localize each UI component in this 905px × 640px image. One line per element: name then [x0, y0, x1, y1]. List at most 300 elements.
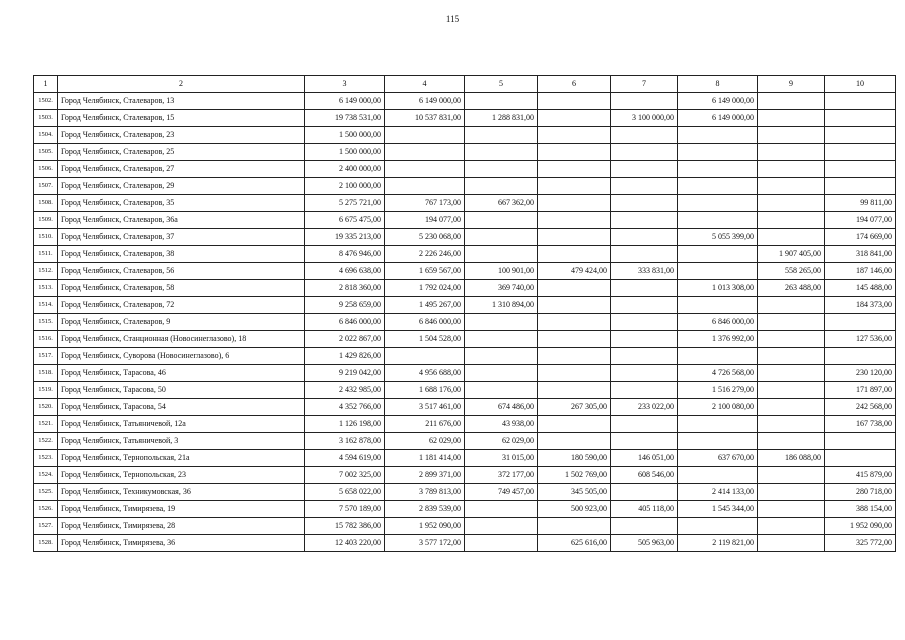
value-cell [385, 161, 465, 178]
value-cell: 1 688 176,00 [385, 382, 465, 399]
value-cell: 1 545 344,00 [678, 501, 758, 518]
value-cell [758, 212, 825, 229]
value-cell: 2 400 000,00 [305, 161, 385, 178]
value-cell: 99 811,00 [825, 195, 896, 212]
value-cell [611, 178, 678, 195]
address-cell: Город Челябинск, Суворова (Новосинеглазово), 6 [58, 348, 305, 365]
value-cell [465, 314, 538, 331]
table-row [34, 178, 896, 195]
value-cell [678, 144, 758, 161]
address-cell: Город Челябинск, Станционная (Новосинеглазово), 18 [58, 331, 305, 348]
value-cell [465, 246, 538, 263]
value-cell [678, 212, 758, 229]
value-cell: 9 219 042,00 [305, 365, 385, 382]
table-row [34, 93, 896, 110]
value-cell: 6 846 000,00 [305, 314, 385, 331]
value-cell [538, 161, 611, 178]
value-cell [678, 348, 758, 365]
value-cell: 667 362,00 [465, 195, 538, 212]
value-cell [678, 246, 758, 263]
column-header: 1 [34, 76, 58, 93]
value-cell: 1 376 992,00 [678, 331, 758, 348]
value-cell [825, 161, 896, 178]
value-cell [758, 331, 825, 348]
value-cell [538, 93, 611, 110]
value-cell [678, 195, 758, 212]
value-cell [611, 416, 678, 433]
value-cell: 1 495 267,00 [385, 297, 465, 314]
value-cell: 5 055 399,00 [678, 229, 758, 246]
column-header: 4 [385, 76, 465, 93]
table-row [34, 382, 896, 399]
value-cell: 2 818 360,00 [305, 280, 385, 297]
data-table [33, 75, 896, 552]
row-number: 1524. [34, 467, 58, 484]
row-number: 1509. [34, 212, 58, 229]
table-row [34, 535, 896, 552]
value-cell: 1 504 528,00 [385, 331, 465, 348]
value-cell [465, 127, 538, 144]
value-cell [611, 518, 678, 535]
value-cell: 280 718,00 [825, 484, 896, 501]
table-row [34, 467, 896, 484]
value-cell: 2 839 539,00 [385, 501, 465, 518]
value-cell [758, 416, 825, 433]
value-cell: 4 956 688,00 [385, 365, 465, 382]
address-cell: Город Челябинск, Тарасова, 46 [58, 365, 305, 382]
value-cell: 127 536,00 [825, 331, 896, 348]
value-cell [465, 518, 538, 535]
row-number: 1507. [34, 178, 58, 195]
address-cell: Город Челябинск, Сталеваров, 15 [58, 110, 305, 127]
value-cell [385, 144, 465, 161]
address-cell: Город Челябинск, Тимирязева, 19 [58, 501, 305, 518]
value-cell: 230 120,00 [825, 365, 896, 382]
table-row [34, 484, 896, 501]
row-number: 1503. [34, 110, 58, 127]
address-cell: Город Челябинск, Сталеваров, 38 [58, 246, 305, 263]
value-cell: 12 403 220,00 [305, 535, 385, 552]
value-cell [758, 535, 825, 552]
value-cell [678, 127, 758, 144]
value-cell: 749 457,00 [465, 484, 538, 501]
value-cell [465, 229, 538, 246]
value-cell [465, 501, 538, 518]
value-cell: 2 119 821,00 [678, 535, 758, 552]
row-number: 1515. [34, 314, 58, 331]
value-cell: 767 173,00 [385, 195, 465, 212]
value-cell [678, 178, 758, 195]
address-cell: Город Челябинск, Татьяничевой, 3 [58, 433, 305, 450]
value-cell [611, 297, 678, 314]
table-row [34, 450, 896, 467]
value-cell [758, 501, 825, 518]
table-row [34, 212, 896, 229]
value-cell: 5 230 068,00 [385, 229, 465, 246]
value-cell: 625 616,00 [538, 535, 611, 552]
value-cell: 4 352 766,00 [305, 399, 385, 416]
value-cell [538, 110, 611, 127]
value-cell [611, 484, 678, 501]
value-cell: 100 901,00 [465, 263, 538, 280]
address-cell: Город Челябинск, Сталеваров, 72 [58, 297, 305, 314]
value-cell [678, 416, 758, 433]
value-cell [758, 399, 825, 416]
value-cell [465, 212, 538, 229]
value-cell: 637 670,00 [678, 450, 758, 467]
value-cell [385, 127, 465, 144]
row-number: 1512. [34, 263, 58, 280]
value-cell [538, 229, 611, 246]
value-cell: 479 424,00 [538, 263, 611, 280]
value-cell: 263 488,00 [758, 280, 825, 297]
address-cell: Город Челябинск, Сталеваров, 13 [58, 93, 305, 110]
table-row [34, 195, 896, 212]
value-cell [758, 518, 825, 535]
address-cell: Город Челябинск, Тимирязева, 36 [58, 535, 305, 552]
address-cell: Город Челябинск, Тарасова, 54 [58, 399, 305, 416]
table-row [34, 331, 896, 348]
value-cell: 1 126 198,00 [305, 416, 385, 433]
value-cell: 4 726 568,00 [678, 365, 758, 382]
value-cell: 345 505,00 [538, 484, 611, 501]
value-cell [825, 348, 896, 365]
column-header: 8 [678, 76, 758, 93]
value-cell [611, 246, 678, 263]
value-cell [611, 212, 678, 229]
address-cell: Город Челябинск, Тимирязева, 28 [58, 518, 305, 535]
value-cell: 6 149 000,00 [678, 110, 758, 127]
value-cell [758, 178, 825, 195]
table-row [34, 229, 896, 246]
value-cell: 505 963,00 [611, 535, 678, 552]
row-number: 1506. [34, 161, 58, 178]
value-cell: 4 594 619,00 [305, 450, 385, 467]
row-number: 1514. [34, 297, 58, 314]
table-row [34, 263, 896, 280]
value-cell: 405 118,00 [611, 501, 678, 518]
address-cell: Город Челябинск, Сталеваров, 36а [58, 212, 305, 229]
value-cell: 2 432 985,00 [305, 382, 385, 399]
value-cell: 6 846 000,00 [678, 314, 758, 331]
value-cell [758, 348, 825, 365]
row-number: 1502. [34, 93, 58, 110]
value-cell [465, 348, 538, 365]
value-cell [538, 314, 611, 331]
row-number: 1528. [34, 535, 58, 552]
address-cell: Город Челябинск, Сталеваров, 27 [58, 161, 305, 178]
value-cell: 187 146,00 [825, 263, 896, 280]
value-cell [825, 110, 896, 127]
value-cell: 1 288 831,00 [465, 110, 538, 127]
value-cell: 325 772,00 [825, 535, 896, 552]
value-cell [825, 144, 896, 161]
value-cell [678, 518, 758, 535]
value-cell [465, 535, 538, 552]
value-cell: 5 658 022,00 [305, 484, 385, 501]
address-cell: Город Челябинск, Тернопольская, 21а [58, 450, 305, 467]
value-cell: 2 100 000,00 [305, 178, 385, 195]
value-cell: 146 051,00 [611, 450, 678, 467]
row-number: 1521. [34, 416, 58, 433]
value-cell [611, 229, 678, 246]
value-cell: 4 696 638,00 [305, 263, 385, 280]
value-cell: 1 907 405,00 [758, 246, 825, 263]
address-cell: Город Челябинск, Сталеваров, 35 [58, 195, 305, 212]
address-cell: Город Челябинск, Татьяничевой, 12а [58, 416, 305, 433]
value-cell [538, 433, 611, 450]
value-cell: 558 265,00 [758, 263, 825, 280]
table-row [34, 399, 896, 416]
value-cell: 1 181 414,00 [385, 450, 465, 467]
value-cell: 415 879,00 [825, 467, 896, 484]
value-cell: 369 740,00 [465, 280, 538, 297]
value-cell [538, 246, 611, 263]
row-number: 1526. [34, 501, 58, 518]
value-cell [758, 195, 825, 212]
column-header: 3 [305, 76, 385, 93]
value-cell [611, 433, 678, 450]
value-cell: 318 841,00 [825, 246, 896, 263]
value-cell [825, 127, 896, 144]
value-cell: 7 002 325,00 [305, 467, 385, 484]
value-cell: 2 414 133,00 [678, 484, 758, 501]
value-cell [758, 161, 825, 178]
column-header: 9 [758, 76, 825, 93]
value-cell [465, 382, 538, 399]
value-cell: 171 897,00 [825, 382, 896, 399]
table-row [34, 348, 896, 365]
value-cell: 2 022 867,00 [305, 331, 385, 348]
row-number: 1517. [34, 348, 58, 365]
value-cell [611, 144, 678, 161]
address-cell: Город Челябинск, Сталеваров, 23 [58, 127, 305, 144]
value-cell [758, 93, 825, 110]
value-cell [678, 433, 758, 450]
value-cell [538, 195, 611, 212]
value-cell [611, 195, 678, 212]
value-cell: 6 149 000,00 [385, 93, 465, 110]
value-cell: 180 590,00 [538, 450, 611, 467]
row-number: 1510. [34, 229, 58, 246]
value-cell: 6 149 000,00 [678, 93, 758, 110]
value-cell: 167 738,00 [825, 416, 896, 433]
row-number: 1527. [34, 518, 58, 535]
value-cell [678, 161, 758, 178]
value-cell [758, 110, 825, 127]
value-cell [758, 467, 825, 484]
value-cell [465, 365, 538, 382]
value-cell: 1 500 000,00 [305, 144, 385, 161]
value-cell [538, 382, 611, 399]
value-cell: 6 846 000,00 [385, 314, 465, 331]
value-cell [611, 161, 678, 178]
value-cell: 1 952 090,00 [825, 518, 896, 535]
value-cell: 1 792 024,00 [385, 280, 465, 297]
row-number: 1511. [34, 246, 58, 263]
value-cell: 1 310 894,00 [465, 297, 538, 314]
value-cell: 3 789 813,00 [385, 484, 465, 501]
value-cell [758, 382, 825, 399]
row-number: 1523. [34, 450, 58, 467]
value-cell: 15 782 386,00 [305, 518, 385, 535]
address-cell: Город Челябинск, Сталеваров, 58 [58, 280, 305, 297]
address-cell: Город Челябинск, Тарасова, 50 [58, 382, 305, 399]
value-cell: 6 675 475,00 [305, 212, 385, 229]
value-cell [538, 212, 611, 229]
row-number: 1518. [34, 365, 58, 382]
value-cell [538, 416, 611, 433]
value-cell [611, 331, 678, 348]
value-cell [538, 331, 611, 348]
value-cell: 211 676,00 [385, 416, 465, 433]
table-row [34, 127, 896, 144]
value-cell: 3 517 461,00 [385, 399, 465, 416]
value-cell [611, 127, 678, 144]
value-cell: 1 429 826,00 [305, 348, 385, 365]
value-cell [825, 178, 896, 195]
table-header-row [34, 76, 896, 93]
value-cell [611, 365, 678, 382]
value-cell: 19 738 531,00 [305, 110, 385, 127]
table-row [34, 314, 896, 331]
value-cell [465, 331, 538, 348]
value-cell [611, 314, 678, 331]
value-cell: 2 226 246,00 [385, 246, 465, 263]
value-cell: 242 568,00 [825, 399, 896, 416]
row-number: 1508. [34, 195, 58, 212]
table-row [34, 110, 896, 127]
value-cell: 3 577 172,00 [385, 535, 465, 552]
address-cell: Город Челябинск, Тернопольская, 23 [58, 467, 305, 484]
value-cell: 3 162 878,00 [305, 433, 385, 450]
value-cell [538, 144, 611, 161]
value-cell [825, 433, 896, 450]
value-cell: 2 899 371,00 [385, 467, 465, 484]
value-cell [758, 314, 825, 331]
value-cell: 1 659 567,00 [385, 263, 465, 280]
value-cell [758, 229, 825, 246]
value-cell: 7 570 189,00 [305, 501, 385, 518]
value-cell: 674 486,00 [465, 399, 538, 416]
value-cell: 233 022,00 [611, 399, 678, 416]
value-cell [611, 348, 678, 365]
value-cell: 1 952 090,00 [385, 518, 465, 535]
value-cell [538, 348, 611, 365]
row-number: 1505. [34, 144, 58, 161]
table-row [34, 246, 896, 263]
value-cell: 19 335 213,00 [305, 229, 385, 246]
value-cell: 1 516 279,00 [678, 382, 758, 399]
value-cell: 5 275 721,00 [305, 195, 385, 212]
row-number: 1516. [34, 331, 58, 348]
value-cell: 194 077,00 [385, 212, 465, 229]
value-cell [538, 178, 611, 195]
address-cell: Город Челябинск, Сталеваров, 37 [58, 229, 305, 246]
value-cell [758, 365, 825, 382]
address-cell: Город Челябинск, Сталеваров, 25 [58, 144, 305, 161]
value-cell [758, 297, 825, 314]
column-header: 2 [58, 76, 305, 93]
row-number: 1513. [34, 280, 58, 297]
value-cell: 333 831,00 [611, 263, 678, 280]
table-row [34, 365, 896, 382]
value-cell [678, 263, 758, 280]
value-cell [465, 178, 538, 195]
value-cell: 9 258 659,00 [305, 297, 385, 314]
value-cell: 372 177,00 [465, 467, 538, 484]
table-row [34, 280, 896, 297]
value-cell [385, 348, 465, 365]
value-cell: 1 500 000,00 [305, 127, 385, 144]
table-row [34, 416, 896, 433]
address-cell: Город Челябинск, Сталеваров, 56 [58, 263, 305, 280]
column-header: 10 [825, 76, 896, 93]
value-cell: 388 154,00 [825, 501, 896, 518]
value-cell: 8 476 946,00 [305, 246, 385, 263]
value-cell: 608 546,00 [611, 467, 678, 484]
value-cell [611, 280, 678, 297]
page-number: 115 [445, 14, 460, 24]
value-cell [678, 467, 758, 484]
value-cell [538, 365, 611, 382]
value-cell [825, 450, 896, 467]
value-cell [465, 161, 538, 178]
address-cell: Город Челябинск, Сталеваров, 9 [58, 314, 305, 331]
value-cell: 62 029,00 [465, 433, 538, 450]
value-cell [758, 144, 825, 161]
value-cell: 31 015,00 [465, 450, 538, 467]
value-cell: 3 100 000,00 [611, 110, 678, 127]
value-cell: 43 938,00 [465, 416, 538, 433]
value-cell [538, 127, 611, 144]
row-number: 1525. [34, 484, 58, 501]
row-number: 1504. [34, 127, 58, 144]
value-cell: 174 669,00 [825, 229, 896, 246]
value-cell [611, 382, 678, 399]
row-number: 1520. [34, 399, 58, 416]
value-cell: 194 077,00 [825, 212, 896, 229]
value-cell [611, 93, 678, 110]
table-row [34, 501, 896, 518]
value-cell: 2 100 080,00 [678, 399, 758, 416]
value-cell [465, 93, 538, 110]
table-row [34, 297, 896, 314]
value-cell: 1 013 308,00 [678, 280, 758, 297]
column-header: 5 [465, 76, 538, 93]
value-cell: 500 923,00 [538, 501, 611, 518]
table-row [34, 433, 896, 450]
value-cell [678, 297, 758, 314]
value-cell [758, 484, 825, 501]
address-cell: Город Челябинск, Сталеваров, 29 [58, 178, 305, 195]
value-cell: 62 029,00 [385, 433, 465, 450]
value-cell: 145 488,00 [825, 280, 896, 297]
value-cell [825, 314, 896, 331]
row-number: 1522. [34, 433, 58, 450]
value-cell [825, 93, 896, 110]
value-cell: 184 373,00 [825, 297, 896, 314]
address-cell: Город Челябинск, Техникумовская, 36 [58, 484, 305, 501]
value-cell [538, 280, 611, 297]
value-cell [385, 178, 465, 195]
table-row [34, 518, 896, 535]
value-cell [758, 127, 825, 144]
row-number: 1519. [34, 382, 58, 399]
value-cell: 1 502 769,00 [538, 467, 611, 484]
value-cell [538, 518, 611, 535]
value-cell [538, 297, 611, 314]
